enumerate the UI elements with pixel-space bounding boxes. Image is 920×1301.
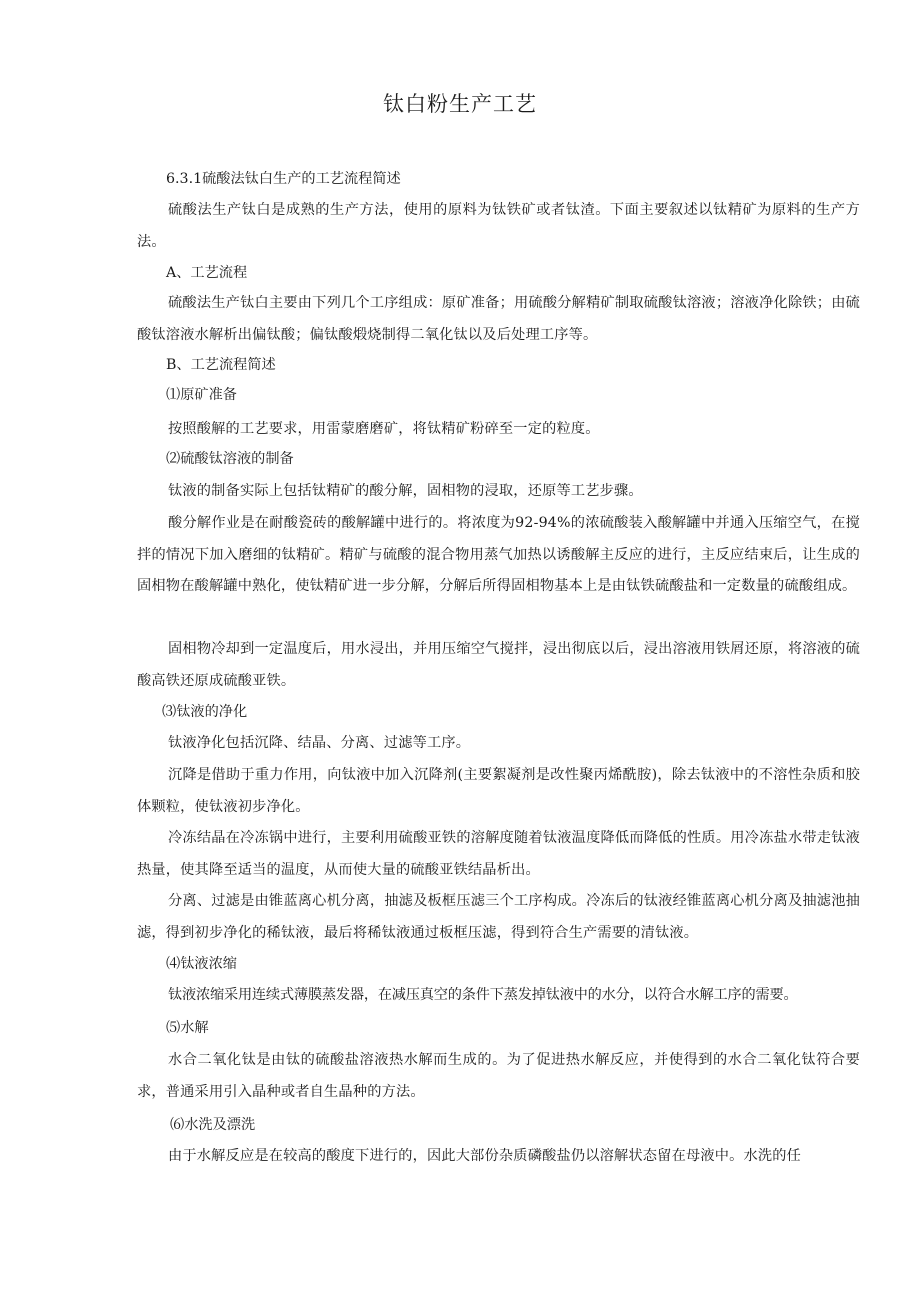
step2-heading: ⑵硫酸钛溶液的制备 (166, 451, 294, 467)
flow-paragraph: 硫酸法生产钛白主要由下列几个工序组成：原矿准备；用硫酸分解精矿制取硫酸钛溶液；溶液净化除铁；由硫酸钛溶液水解析出偏钛酸；偏钛酸煅烧制得二氧化钛以及后处理工序等。 (137, 295, 860, 343)
step4-heading: ⑷钛液浓缩 (166, 956, 237, 972)
heading-a: A、工艺流程 (166, 265, 248, 281)
section-heading: 6.3.1硫酸法钛白生产的工艺流程简述 (166, 171, 401, 187)
step3-heading: ⑶钛液的净化 (162, 704, 248, 720)
step3-paragraph-2: 沉降是借助于重力作用，向钛液中加入沉降剂(主要絮凝剂是改性聚丙烯酰胺)，除去钛液中的不溶性杂质和胶体颗粒，使钛液初步净化。 (137, 767, 860, 815)
step5-heading: ⑸水解 (166, 1020, 209, 1036)
step3-paragraph-4: 分离、过滤是由锥蓝离心机分离，抽滤及板框压滤三个工序构成。冷冻后的钛液经锥蓝离心机分离及抽滤池抽滤，得到初步净化的稀钛液，最后将稀钛液通过板框压滤，得到符合生产需要的清钛液。 (137, 893, 860, 941)
step2-paragraph-3: 固相物冷却到一定温度后，用水浸出，并用压缩空气搅拌，浸出彻底以后，浸出溶液用铁屑还原，将溶液的硫酸高铁还原成硫酸亚铁。 (137, 641, 860, 689)
intro-paragraph: 硫酸法生产钛白是成熟的生产方法，使用的原料为钛铁矿或者钛渣。下面主要叙述以钛精矿为原料的生产方法。 (137, 202, 860, 250)
step3-paragraph-3: 冷冻结晶在冷冻锅中进行，主要利用硫酸亚铁的溶解度随着钛液温度降低而降低的性质。用冷冻盐水带走钛液热量，使其降至适当的温度，从而使大量的硫酸亚铁结晶析出。 (137, 830, 860, 878)
step1-paragraph: 按照酸解的工艺要求，用雷蒙磨磨矿，将钛精矿粉碎至一定的粒度。 (168, 421, 600, 437)
step4-paragraph: 钛液浓缩采用连续式薄膜蒸发器，在减压真空的条件下蒸发掉钛液中的水分，以符合水解工序的需要。 (168, 987, 798, 1003)
step5-paragraph: 水合二氧化钛是由钛的硫酸盐溶液热水解而生成的。为了促进热水解反应，并使得到的水合二氧化钛符合要求，普通采用引入晶种或者自生晶种的方法。 (137, 1052, 860, 1100)
heading-b: B、工艺流程简述 (166, 357, 276, 373)
step1-heading: ⑴原矿准备 (166, 387, 237, 403)
step6-paragraph: 由于水解反应是在较高的酸度下进行的，因此大部份杂质磷酸盐仍以溶解状态留在母液中。水洗的任 (168, 1148, 802, 1164)
step2-paragraph-1: 钛液的制备实际上包括钛精矿的酸分解，固相物的浸取，还原等工艺步骤。 (168, 483, 643, 499)
step6-heading: ⑹水洗及漂洗 (170, 1117, 256, 1133)
step2-paragraph-2: 酸分解作业是在耐酸瓷砖的酸解罐中进行的。将浓度为92-94%的浓硫酸装入酸解罐中并通入压缩空气，在搅拌的情况下加入磨细的钛精矿。精矿与硫酸的混合物用蒸气加热以诱酸解主反应的进行，主反应结束后，让生成的固相物在酸解罐中熟化，使钛精矿进一步分解，分解后所得固相物基本上是由钛铁硫酸盐和一定数量的硫酸组成。 (137, 515, 860, 594)
document-title: 钛白粉生产工艺 (383, 92, 537, 116)
step3-paragraph-1: 钛液净化包括沉降、结晶、分离、过滤等工序。 (168, 735, 471, 751)
